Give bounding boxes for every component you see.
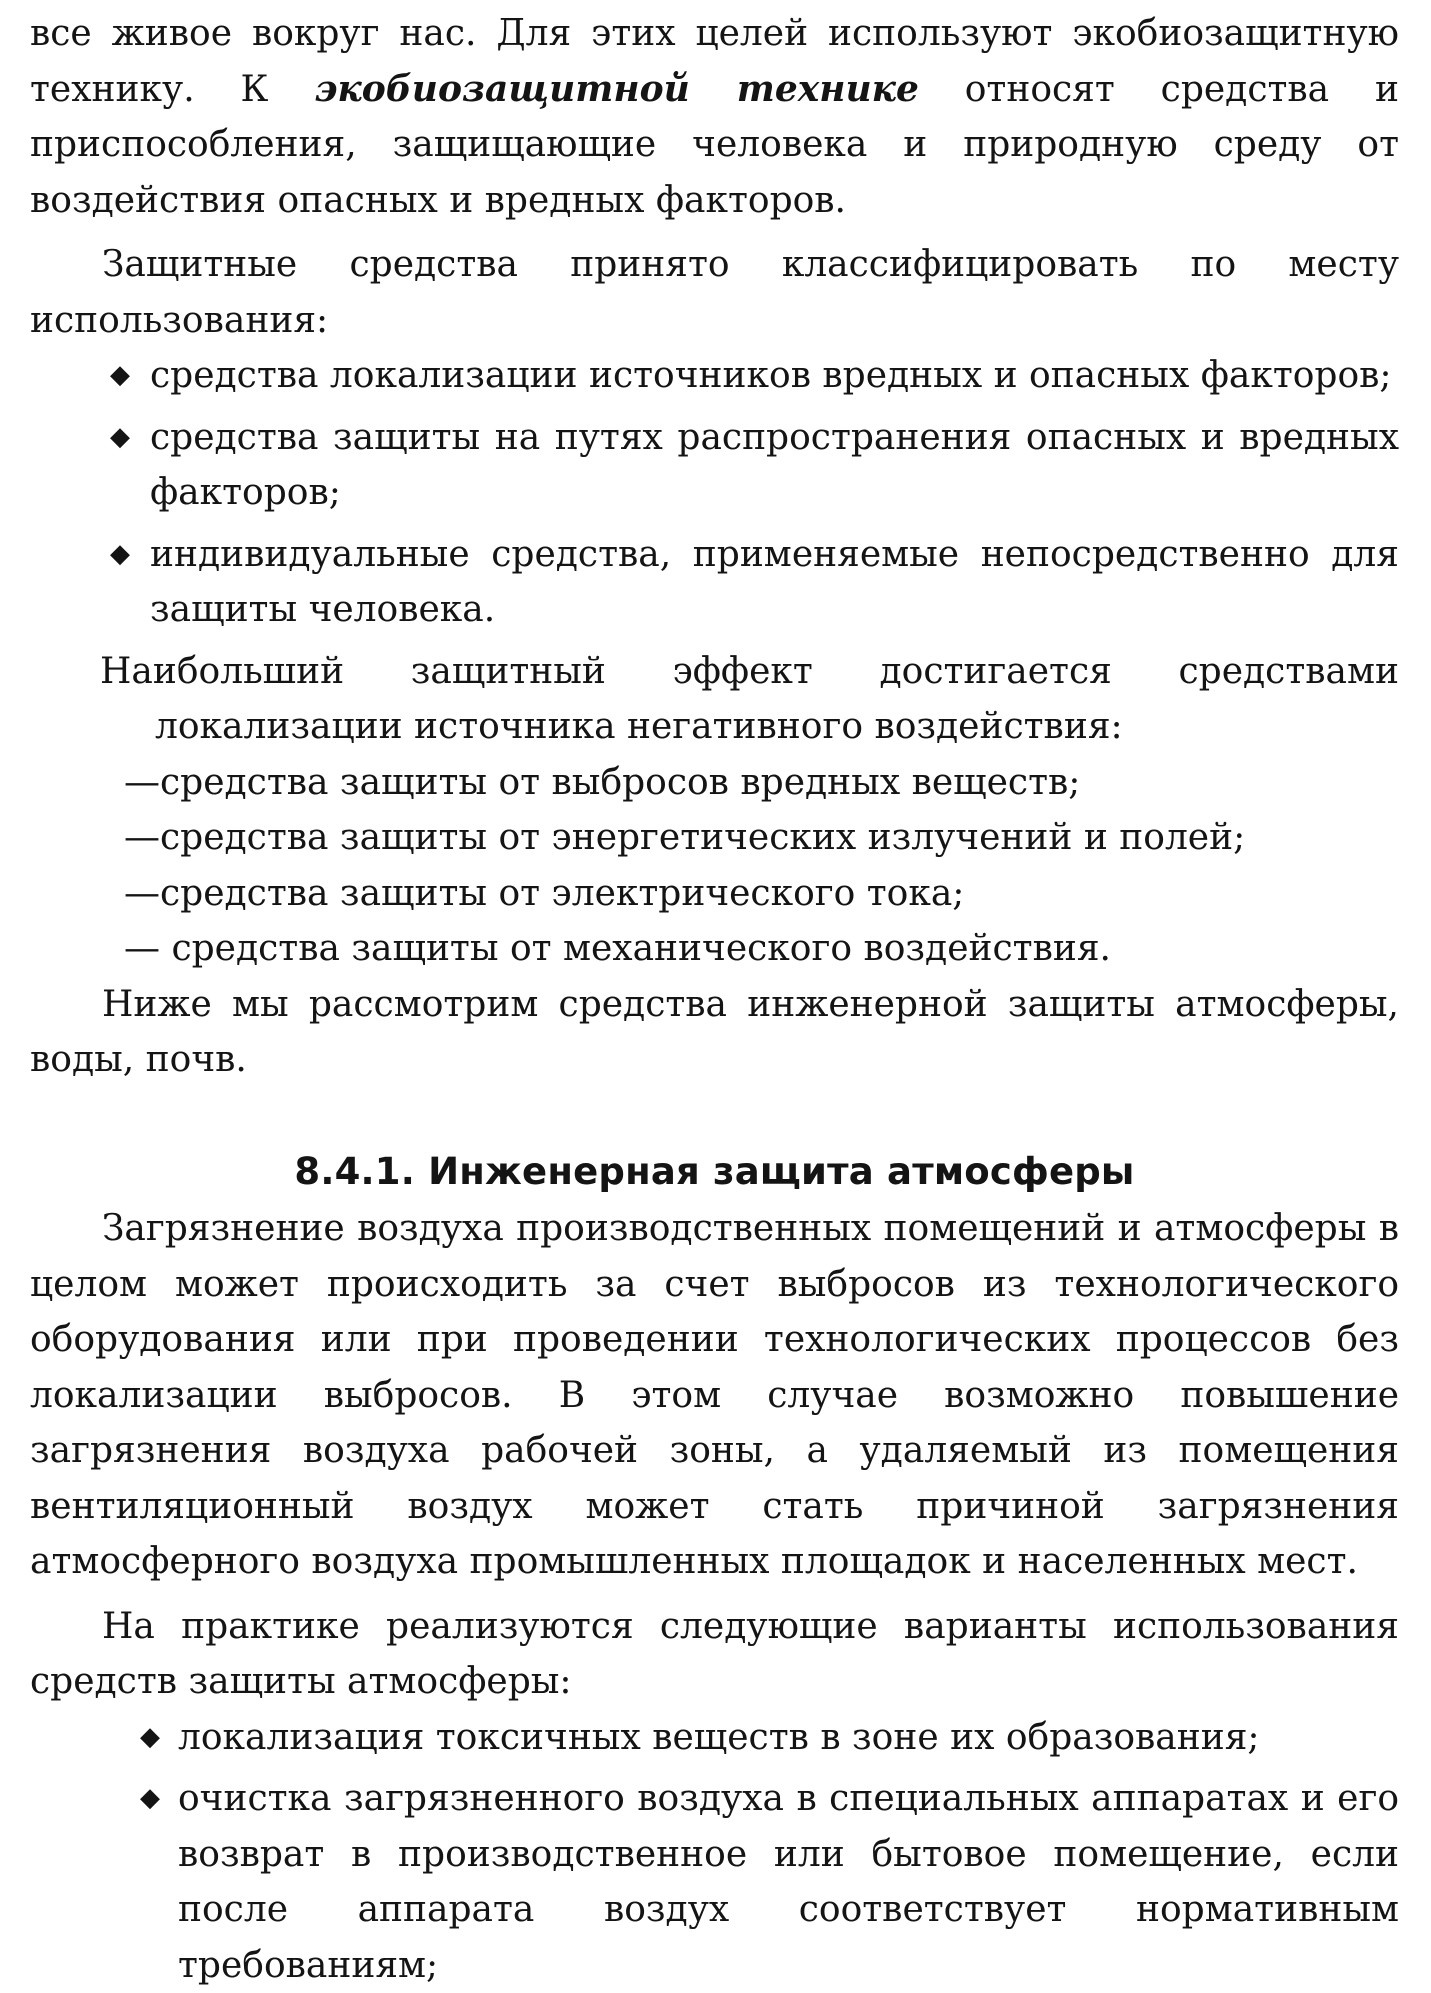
classification-intro: Защитные средства принято классифицировать по месту использования: [30, 237, 1399, 348]
section-heading: 8.4.1. Инженерная защита атмосферы [30, 1144, 1399, 1200]
diamond-bullet-icon: ◆ [110, 527, 130, 583]
intro-text-end: относят средства и приспособления, защищающие человека и природную среду от воздействия опасных и вредных факторов. [30, 69, 1399, 221]
diamond-bullet-icon: ◆ [110, 348, 130, 404]
dash-item: —средства защиты от энергетических излучений и полей; [124, 810, 1399, 866]
dash-item: —средства защиты от выбросов вредных веществ; [124, 755, 1399, 811]
list-item-text: средства локализации источников вредных и опасных факторов; [150, 355, 1392, 396]
diamond-bullet-icon: ◆ [110, 410, 130, 466]
list-item-text: средства защиты на путях распространения опасных и вредных факторов; [150, 417, 1399, 514]
list-item [150, 348, 1399, 404]
intro-emphasis: экобиозащитной технике [314, 68, 919, 110]
list-item [150, 410, 1399, 521]
list-item-text: очистка загрязненного воздуха в специальных аппаратах и его возврат в производственное или бытовое помещение, если после аппарата воздух соответствует нормативным требованиям; [178, 1778, 1399, 1986]
classification-list [30, 348, 1399, 638]
list-item [178, 1710, 1399, 1766]
section-paragraph-1: Загрязнение воздуха производственных помещений и атмосферы в целом может происходить за счет выбросов из технологического оборудования или при проведении технологических процессов без локализации выбросов. В этом случае возможно повышение загрязнения воздуха рабочей зоны, а удаляемый из помещения вентиляционный воздух может стать причиной загрязнения атмосферного воздуха промышленных площадок и населенных мест. [30, 1201, 1399, 1590]
section-bullet-list [30, 1710, 1399, 1993]
list-item-text: локализация токсичных веществ в зоне их образования; [178, 1717, 1260, 1758]
localization-lead: Наибольший защитный эффект достигается средствами локализации источника негативного воздействия: [30, 644, 1399, 755]
list-item [150, 527, 1399, 638]
dash-item: — средства защиты от механического воздействия. [124, 921, 1399, 977]
dash-item: —средства защиты от электрического тока; [124, 866, 1399, 922]
list-item-text: индивидуальные средства, применяемые непосредственно для защиты человека. [150, 534, 1399, 631]
list-item [178, 1771, 1399, 1993]
diamond-bullet-icon: ◆ [140, 1771, 160, 1827]
intro-paragraph [30, 6, 1399, 228]
intro-text-start: все живое вокруг нас. Для этих целей используют экобиозащитную технику. К [30, 13, 1399, 110]
localization-list [30, 755, 1399, 977]
transition-paragraph: Ниже мы рассмотрим средства инженерной защиты атмосферы, воды, почв. [30, 977, 1399, 1088]
section-paragraph-2: На практике реализуются следующие варианты использования средств защиты атмосферы: [30, 1599, 1399, 1710]
diamond-bullet-icon: ◆ [140, 1710, 160, 1766]
